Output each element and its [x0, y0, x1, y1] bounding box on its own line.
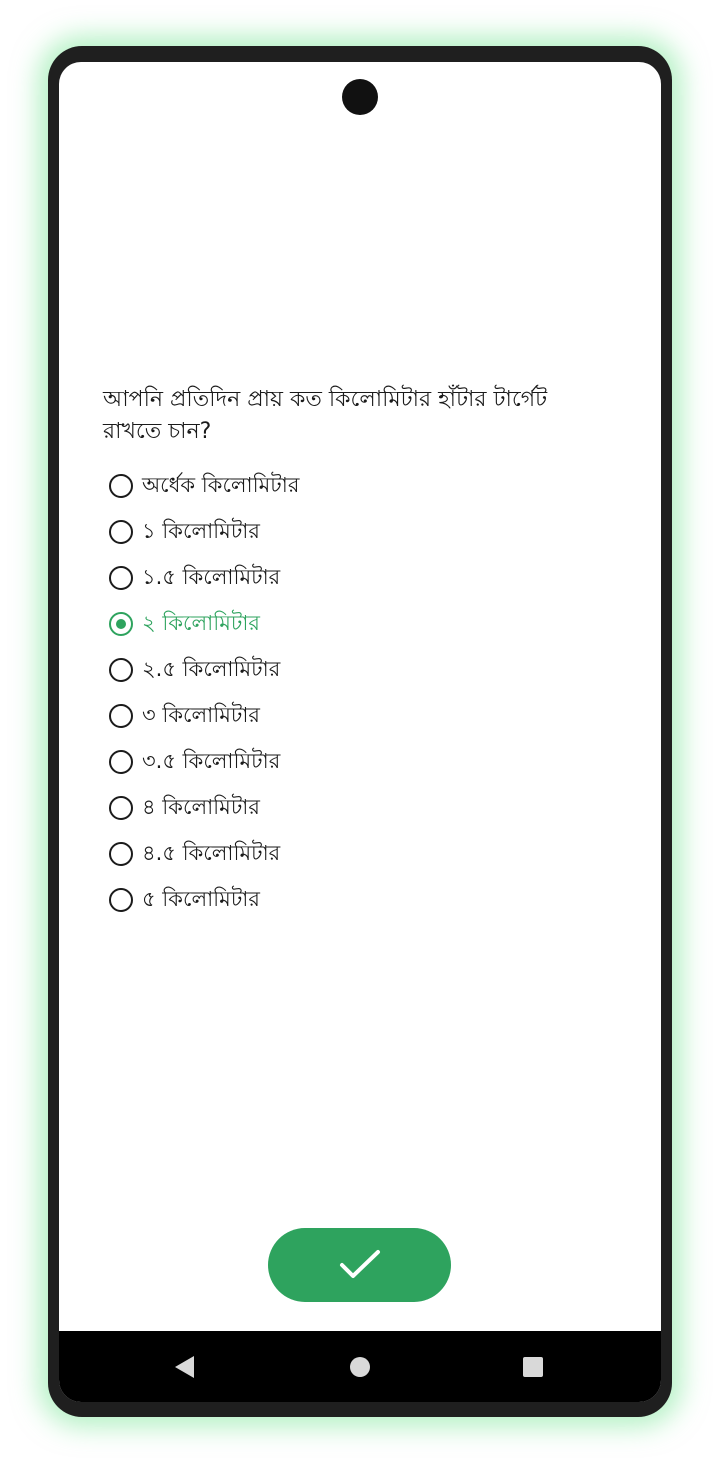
radio-option-label: ১ কিলোমিটার	[142, 518, 260, 543]
radio-option[interactable]	[109, 509, 609, 555]
confirm-button[interactable]	[268, 1228, 451, 1302]
radio-unselected-icon[interactable]	[109, 704, 133, 728]
radio-option[interactable]	[109, 739, 609, 785]
back-triangle-icon	[172, 1354, 196, 1380]
radio-option-label: ৪.৫ কিলোমিটার	[142, 840, 281, 865]
radio-option[interactable]	[109, 555, 609, 601]
recents-button[interactable]	[493, 1331, 573, 1402]
radio-option[interactable]	[109, 601, 609, 647]
question-text: আপনি প্রতিদিন প্রায় কত কিলোমিটার হাঁটার টার্গেট রাখতে চান?	[103, 387, 548, 444]
radio-option[interactable]	[109, 647, 609, 693]
back-button[interactable]	[144, 1331, 224, 1402]
phone-screen	[59, 62, 661, 1402]
radio-option[interactable]	[109, 463, 609, 509]
radio-option-label: ৩ কিলোমিটার	[142, 702, 260, 727]
radio-selected-icon[interactable]	[109, 612, 133, 636]
checkmark-icon	[338, 1248, 382, 1282]
front-camera	[342, 79, 378, 115]
radio-option-label: অর্ধেক কিলোমিটার	[142, 472, 300, 497]
radio-option[interactable]	[109, 831, 609, 877]
radio-unselected-icon[interactable]	[109, 566, 133, 590]
radio-unselected-icon[interactable]	[109, 750, 133, 774]
radio-option-label: ৫ কিলোমিটার	[142, 886, 260, 911]
radio-unselected-icon[interactable]	[109, 520, 133, 544]
option-list	[109, 463, 609, 923]
radio-unselected-icon[interactable]	[109, 796, 133, 820]
radio-option-label: ৪ কিলোমিটার	[142, 794, 260, 819]
radio-option-label: ৩.৫ কিলোমিটার	[142, 748, 281, 773]
radio-option[interactable]	[109, 693, 609, 739]
radio-option-label: ২.৫ কিলোমিটার	[142, 656, 281, 681]
radio-option-label: ২ কিলোমিটার	[142, 610, 260, 635]
recents-square-icon	[521, 1355, 545, 1379]
radio-option[interactable]	[109, 785, 609, 831]
home-button[interactable]	[320, 1331, 400, 1402]
phone-frame	[48, 46, 672, 1417]
radio-unselected-icon[interactable]	[109, 842, 133, 866]
navigation-bar	[59, 1331, 661, 1402]
radio-unselected-icon[interactable]	[109, 474, 133, 498]
radio-unselected-icon[interactable]	[109, 658, 133, 682]
radio-option[interactable]	[109, 877, 609, 923]
radio-unselected-icon[interactable]	[109, 888, 133, 912]
radio-option-label: ১.৫ কিলোমিটার	[142, 564, 281, 589]
home-circle-icon	[348, 1355, 372, 1379]
